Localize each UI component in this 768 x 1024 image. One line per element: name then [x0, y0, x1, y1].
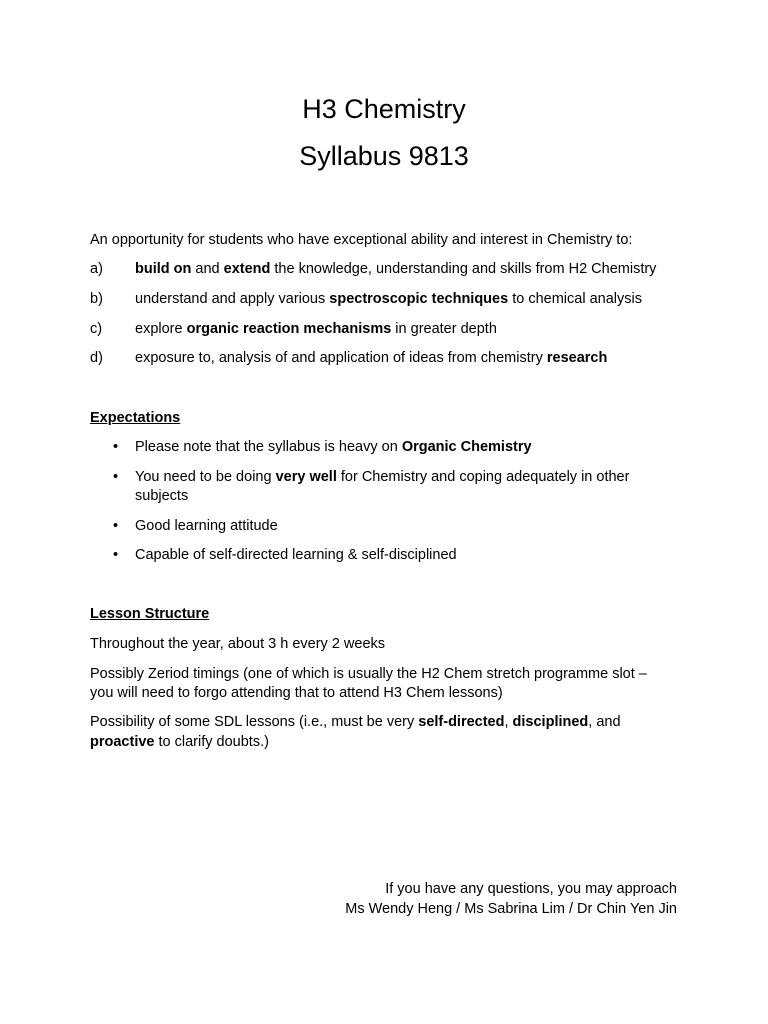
bullet-icon: •: [113, 518, 119, 534]
document-subtitle: Syllabus 9813: [299, 141, 469, 171]
lesson-paragraph: Possibly Zeriod timings (one of which is usually the H2 Chem stretch programme slot –: [90, 666, 647, 682]
lesson-paragraph: Possibility of some SDL lessons (i.e., must be very self-directed, disciplined, and: [90, 714, 621, 730]
objective-label: b): [90, 291, 103, 307]
lesson-paragraph: Throughout the year, about 3 h every 2 weeks: [90, 636, 386, 652]
document-title: H3 Chemistry: [302, 94, 466, 124]
intro-text: An opportunity for students who have exceptional ability and interest in Chemistry to:: [90, 232, 633, 248]
contact-line: If you have any questions, you may approach: [385, 881, 677, 897]
lesson-structure-heading: Lesson Structure: [90, 606, 210, 622]
bullet-icon: •: [113, 469, 119, 485]
bullet-icon: •: [113, 439, 119, 455]
objective-text: build on and extend the knowledge, understanding and skills from H2 Chemistry: [135, 261, 657, 277]
lesson-paragraph-continuation: you will need to forgo attending that to attend H3 Chem lessons): [90, 685, 503, 701]
objective-label: a): [90, 261, 103, 277]
expectation-item: You need to be doing very well for Chemistry and coping adequately in other: [135, 469, 630, 485]
objective-text: explore organic reaction mechanisms in greater depth: [135, 321, 497, 337]
bullet-icon: •: [113, 547, 119, 563]
lesson-paragraph-continuation: proactive to clarify doubts.): [90, 734, 269, 750]
contact-names: Ms Wendy Heng / Ms Sabrina Lim / Dr Chin Yen Jin: [345, 901, 677, 917]
expectation-item: Please note that the syllabus is heavy on Organic Chemistry: [135, 439, 532, 455]
objective-label: d): [90, 350, 103, 366]
objective-label: c): [90, 321, 103, 337]
expectations-heading: Expectations: [90, 410, 181, 426]
expectation-item: Capable of self-directed learning & self-disciplined: [135, 547, 457, 563]
objective-text: exposure to, analysis of and application of ideas from chemistry research: [135, 350, 608, 366]
expectation-item-continuation: subjects: [135, 488, 189, 504]
objective-text: understand and apply various spectroscopic techniques to chemical analysis: [135, 291, 642, 307]
expectation-item: Good learning attitude: [135, 518, 278, 534]
